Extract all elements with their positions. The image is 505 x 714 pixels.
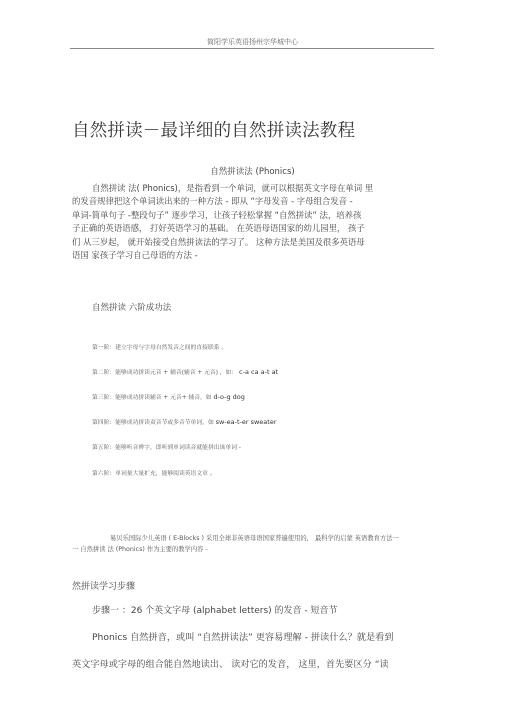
stage-text: 第六阶：单词量大量扩充，能够阅读英语文章 。 bbox=[92, 471, 216, 477]
stage-item bbox=[92, 442, 241, 451]
intro-line: 语国 家孩子学习自己母语的方法 - bbox=[72, 250, 198, 261]
intro-line: 单词-简单句子 -整段句子” 逐步学习，让孩子轻松掌握 “自然拼读” 法，培养孩 bbox=[72, 209, 362, 220]
stage-text: 第一阶：建立字母与字母自然发音之间的直接联系 。 bbox=[92, 345, 228, 351]
stage-example: sw-ea-t-er sweater bbox=[215, 418, 277, 426]
stage-item bbox=[92, 417, 277, 426]
stage-item bbox=[92, 392, 245, 401]
body-line: Phonics 自然拼音，或叫 “自然拼读法” 更容易理解 - 拼读什么？就是看到 bbox=[92, 632, 394, 643]
note-paragraph bbox=[72, 533, 434, 555]
stage-text: 第三阶：能够成功拼读辅音 + 元音+ 辅音，如 bbox=[92, 395, 212, 401]
stage-example: d-o-g dog bbox=[213, 393, 245, 401]
stage-item bbox=[92, 367, 278, 376]
intro-line: 自然拼读 法( Phonics)，是指看到一个单词，就可以根据英文字母在单词 里 bbox=[92, 183, 374, 193]
stage-item bbox=[92, 468, 216, 477]
body-line: 英文字母或字母的组合能自然地读出、 读对它的发音， 这里，首先要区分 “读 bbox=[72, 659, 389, 670]
stage-text: 第二阶：能够成功拼读元音 + 辅音(辅音 + 元音) ，如： bbox=[92, 370, 238, 376]
note-line: 一 自然拼读 法 (Phonics) 作为主要的教学内容 - bbox=[72, 546, 208, 553]
step-one-heading: 步骤一 ：26 个英文字母 (alphabet letters) 的发音 - 短音节 bbox=[92, 606, 338, 616]
stage-text: 第四阶：能够成功拼读双音节或多音节单词，如 bbox=[92, 420, 214, 426]
document-subtitle: 自然拼读法 (Phonics) bbox=[210, 167, 295, 177]
stage-text: 第五阶：能够听音辨字，即听到单词读音就能拼出该单词 - bbox=[92, 445, 241, 451]
header-divider bbox=[70, 48, 434, 49]
stage-example: c-a ca a-t at bbox=[239, 368, 279, 376]
intro-line: 的发音规律把这个单词读出来的一种方法 - 即从 “字母发音 - 字母组合发音 - bbox=[72, 196, 353, 207]
page-header-text: 简阳学乐英语扬州宗华城中心 bbox=[207, 38, 298, 46]
intro-line: 子正确的英语语感， 打好英语学习的基础。 在英语母语国家的幼儿园里， 孩子 bbox=[72, 223, 365, 234]
stages-heading: 自然拼读 六阶成功法 bbox=[92, 303, 172, 313]
intro-line: 们 从三岁起， 就开始接受自然拼读法的学习了。 这种方法是美国及很多英语母 bbox=[72, 236, 365, 247]
note-line: 易贝乐国际少儿英语 ( E-Blocks ) 采用全球非英语母语国家普遍使用的， 最科学的启蒙 英语教育方法一 bbox=[110, 535, 399, 542]
learning-steps-heading: 然拼读学习步骤 bbox=[72, 582, 136, 592]
stage-item bbox=[92, 342, 227, 351]
document-title: 自然拼读－最详细的自然拼读法教程 bbox=[72, 121, 356, 141]
intro-paragraph bbox=[72, 182, 434, 262]
